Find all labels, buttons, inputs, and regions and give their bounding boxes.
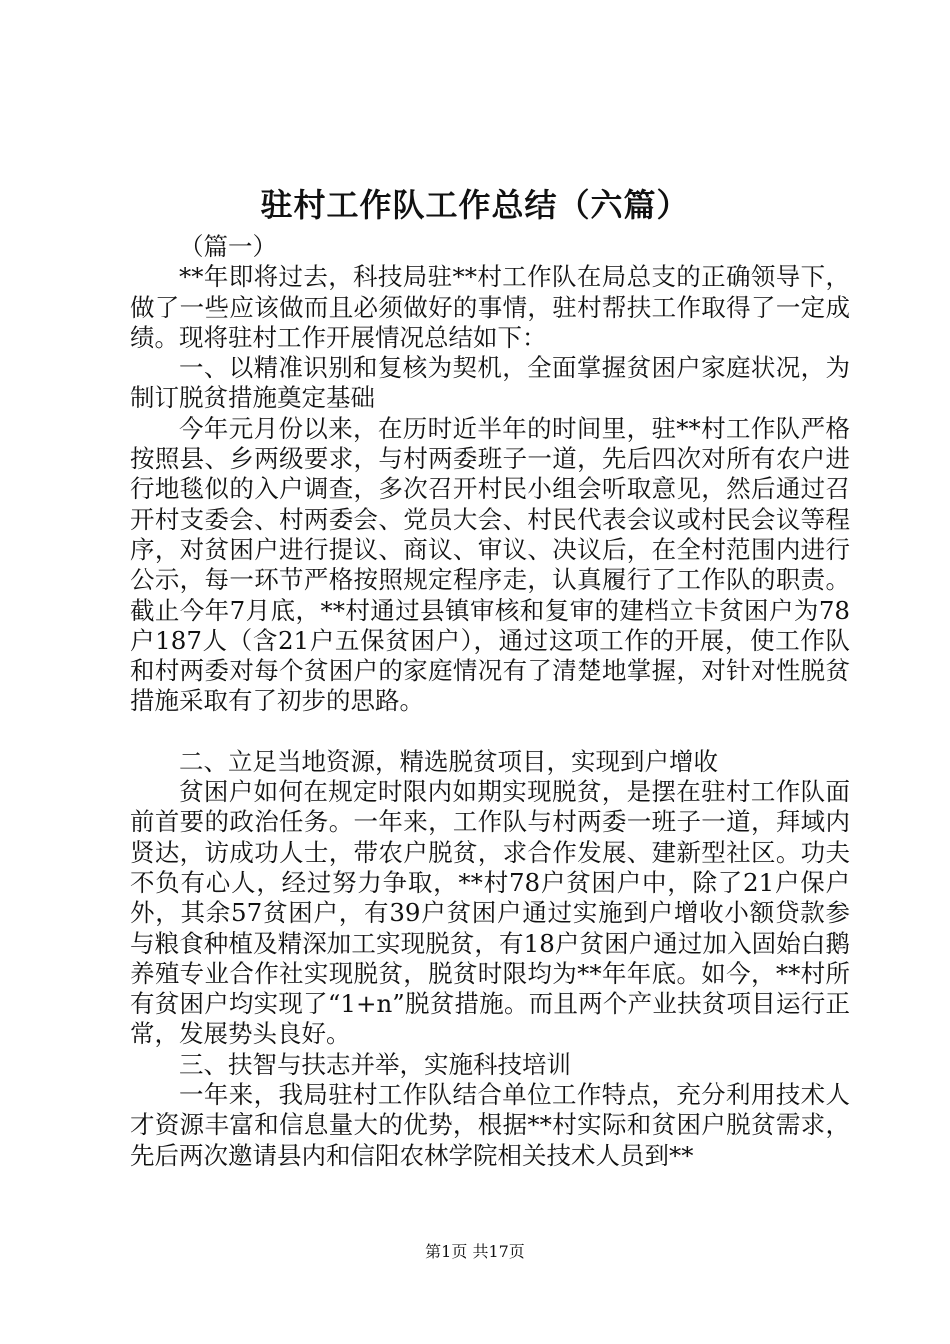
paragraph-three: 一年来，我局驻村工作队结合单位工作特点，充分利用技术人才资源丰富和信息量大的优势，根据**村实际和贫困户脱贫需求，先后两次邀请县内和信阳农林学院相关技术人员到** <box>130 1080 850 1170</box>
heading-two: 二、立足当地资源，精选脱贫项目，实现到户增收 <box>179 746 718 776</box>
page-footer: 第1页 共17页 <box>425 1242 525 1261</box>
document-body <box>130 232 850 1171</box>
document-title: 驻村工作队工作总结（六篇） <box>260 186 690 224</box>
paragraph-one: 今年元月份以来，在历时近半年的时间里，驻**村工作队严格按照县、乡两级要求，与村两委班子一道，先后四次对所有农户进行地毯似的入户调查，多次召开村民小组会听取意见，然后通过召开村支委会、村两委会、党员大会、村民代表会议或村民会议等程序，对贫困户进行提议、商议、审议、决议后，在全村范围内进行公示，每一环节严格按照规定程序走，认真履行了工作队的职责。截止今年7月底，**村通过县镇审核和复审的建档立卡贫困户为78户187人（含21户五保贫困户），通过这项工作的开展，使工作队和村两委对每个贫困户的家庭情况有了清楚地掌握，对针对性脱贫措施采取有了初步的思路。 <box>130 413 850 716</box>
section-label: （篇一） <box>179 232 277 261</box>
intro-paragraph: **年即将过去，科技局驻**村工作队在局总支的正确领导下，做了一些应该做而且必须做好的事情，驻村帮扶工作取得了一定成绩。现将驻村工作开展情况总结如下： <box>130 262 850 352</box>
heading-three: 三、扶智与扶志并举，实施科技培训 <box>179 1049 571 1079</box>
paragraph-two: 贫困户如何在规定时限内如期实现脱贫，是摆在驻村工作队面前首要的政治任务。一年来，工作队与村两委一班子一道，拜域内贤达，访成功人士，带农户脱贫，求合作发展、建新型社区。功夫不负有心人，经过努力争取，**村78户贫困户中，除了21户保户外，其余57贫困户，有39户贫困户通过实施到户增收小额贷款参与粮食种植及精深加工实现脱贫，有18户贫困户通过加入固始白鹅养殖专业合作社实现脱贫，脱贫时限均为**年年底。如今，**村所有贫困户均实现了“1+n”脱贫措施。而且两个产业扶贫项目运行正常，发展势头良好。 <box>130 777 850 1049</box>
heading-one: 一、以精准识别和复核为契机，全面掌握贫困户家庭状况，为制订脱贫措施奠定基础 <box>130 353 850 413</box>
